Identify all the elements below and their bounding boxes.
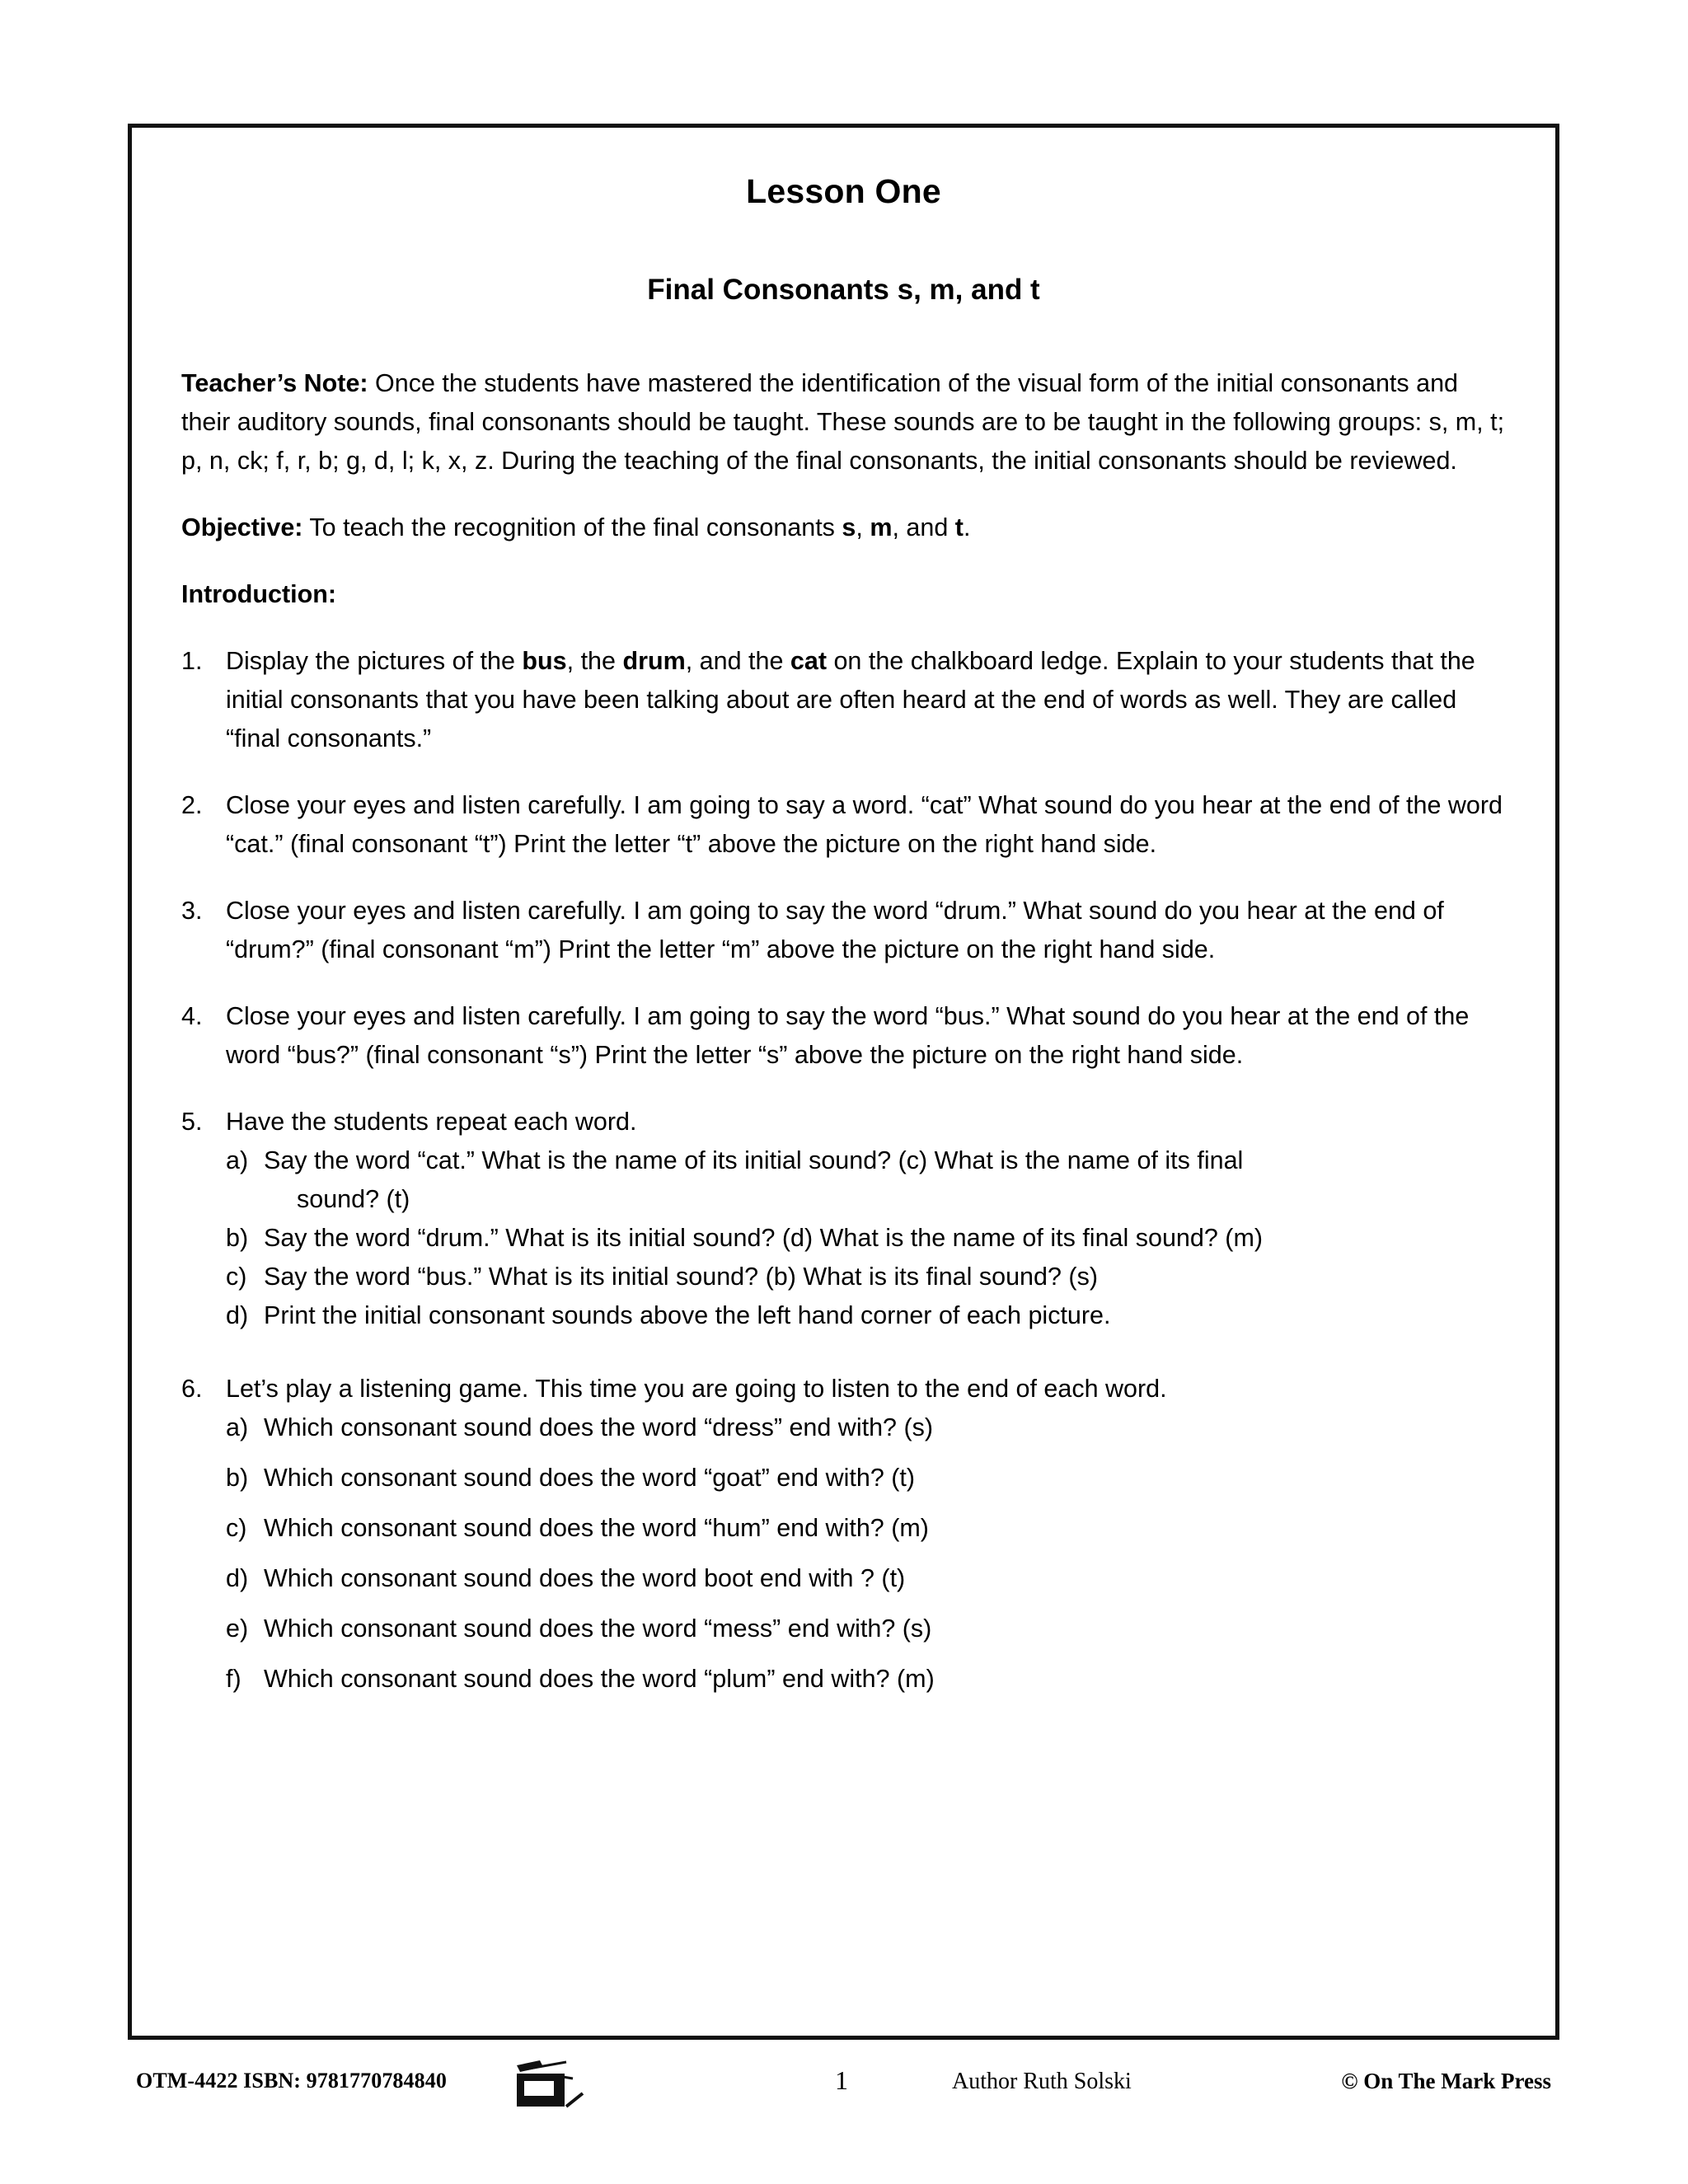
subitem-marker: c) <box>226 1263 247 1291</box>
item-5-sub-d <box>226 1296 1506 1335</box>
item-keyword: drum <box>622 647 686 675</box>
objective-letter-t: t <box>954 513 964 541</box>
item-text: Close your eyes and listen carefully. I am going to say the word “drum.” What sound do you hear at the end of “drum?” (final consonant “m”) Print the letter “m” above the picture on the right hand side. <box>226 897 1444 963</box>
lesson-content-frame <box>128 124 1559 2040</box>
item-5-text: Have the students repeat each word. <box>226 1108 637 1136</box>
subitem-marker: c) <box>226 1514 247 1542</box>
photocopier-icon <box>515 2057 591 2110</box>
subitem-text: Say the word “bus.” What is its initial sound? (b) What is its final sound? (s) <box>264 1263 1098 1291</box>
item-text: Close your eyes and listen carefully. I am going to say a word. “cat” What sound do you hear at the end of the word “cat.” (final consonant “t”) Print the letter “t” above the picture on the right hand side. <box>226 791 1503 858</box>
objective-separator-1: , <box>856 513 870 541</box>
introduction-item-1 <box>181 642 1506 758</box>
subitem-marker: a) <box>226 1146 249 1174</box>
subitem-text: Say the word “drum.” What is its initial sound? (d) What is the name of its final sound? (m) <box>264 1224 1264 1252</box>
objective-paragraph <box>181 509 1506 547</box>
subitem-continuation: sound? (t) <box>297 1185 410 1213</box>
item-5-sub-a <box>226 1141 1506 1219</box>
subitem-text: Say the word “cat.” What is the name of its initial sound? (c) What is the name of its final <box>264 1146 1244 1174</box>
item-5-sublist <box>226 1141 1506 1335</box>
subitem-text: Which consonant sound does the word “plum” end with? (m) <box>264 1665 935 1693</box>
page-subtitle: Final Consonants s, m, and t <box>647 274 1040 306</box>
item-6-sub-d <box>226 1559 1506 1598</box>
item-6-text: Let’s play a listening game. This time you are going to listen to the end of each word. <box>226 1375 1167 1403</box>
subitem-text: Which consonant sound does the word “hum” end with? (m) <box>264 1514 929 1542</box>
objective-text-after: . <box>963 513 971 541</box>
subitem-marker: a) <box>226 1413 249 1441</box>
introduction-item-5 <box>181 1103 1506 1335</box>
subitem-marker: d) <box>226 1564 249 1592</box>
footer-author: Author Ruth Solski <box>952 2069 1132 2094</box>
item-marker: 2. <box>181 791 203 819</box>
item-5-marker: 5. <box>181 1108 203 1136</box>
introduction-item-2 <box>181 786 1506 864</box>
objective-letter-s: s <box>842 513 856 541</box>
subitem-text: Which consonant sound does the word “mess” end with? (s) <box>264 1615 932 1643</box>
footer-copyright: © On The Mark Press <box>1341 2069 1551 2093</box>
page-title: Lesson One <box>746 172 941 210</box>
item-5-sub-b <box>226 1219 1506 1258</box>
item-keyword: bus <box>522 647 567 675</box>
item-marker: 1. <box>181 647 203 675</box>
subitem-marker: b) <box>226 1224 249 1252</box>
introduction-item-6 <box>181 1370 1506 1699</box>
objective-separator-2: , and <box>892 513 955 541</box>
introduction-items-container <box>181 642 1506 1075</box>
introduction-item-4 <box>181 997 1506 1075</box>
item-6-sub-a <box>226 1408 1506 1447</box>
subitem-text: Which consonant sound does the word “dress” end with? (s) <box>264 1413 934 1441</box>
subitem-text: Which consonant sound does the word boot end with ? (t) <box>264 1564 906 1592</box>
page-footer <box>128 2057 1559 2115</box>
item-text: on the chalkboard ledge. Explain to your students that the initial consonants that you have been talking about are often heard at the end of words as well. They are called “final consonants.” <box>226 647 1475 752</box>
item-6-sublist <box>226 1408 1506 1699</box>
item-6-sub-e <box>226 1610 1506 1648</box>
lesson-body <box>181 307 1506 1699</box>
item-6-sub-f <box>226 1660 1506 1699</box>
teachers-note-text: Once the students have mastered the identification of the visual form of the initial consonants and their auditory sounds, final consonants should be taught. These sounds are to be taught in the following groups: s, m, t; p, n, ck; f, r, b; g, d, l; k, x, z. During the teaching of the final consonants, the initial consonants should be reviewed. <box>181 369 1505 475</box>
item-6-marker: 6. <box>181 1375 203 1403</box>
item-keyword: cat <box>790 647 827 675</box>
item-marker: 3. <box>181 897 203 925</box>
footer-page-number: 1 <box>835 2065 848 2095</box>
subitem-marker: f) <box>226 1665 241 1693</box>
item-text: , the <box>566 647 623 675</box>
item-text: Display the pictures of the <box>226 647 523 675</box>
subitem-marker: d) <box>226 1301 249 1329</box>
subitem-marker: e) <box>226 1615 249 1643</box>
objective-letter-m: m <box>870 513 893 541</box>
item-6-sub-b <box>226 1459 1506 1497</box>
subitem-marker: b) <box>226 1464 249 1492</box>
objective-label: Objective: <box>181 513 303 541</box>
item-marker: 4. <box>181 1002 203 1030</box>
item-5-sub-c <box>226 1258 1506 1296</box>
objective-text-before: To teach the recognition of the final consonants <box>302 513 842 541</box>
item-text: Close your eyes and listen carefully. I am going to say the word “bus.” What sound do you hear at the end of the word “bus?” (final consonant “s”) Print the letter “s” above the picture on the right hand side. <box>226 1002 1470 1069</box>
item-text: , and the <box>685 647 790 675</box>
introduction-heading: Introduction: <box>181 580 337 608</box>
item-6-sub-c <box>226 1509 1506 1548</box>
teachers-note-paragraph <box>181 364 1506 480</box>
subitem-text: Print the initial consonant sounds above the left hand corner of each picture. <box>264 1301 1111 1329</box>
subitem-text: Which consonant sound does the word “goat” end with? (t) <box>264 1464 916 1492</box>
introduction-item-3 <box>181 892 1506 969</box>
footer-isbn: OTM-4422 ISBN: 9781770784840 <box>136 2069 447 2093</box>
teachers-note-label: Teacher’s Note: <box>181 369 368 397</box>
